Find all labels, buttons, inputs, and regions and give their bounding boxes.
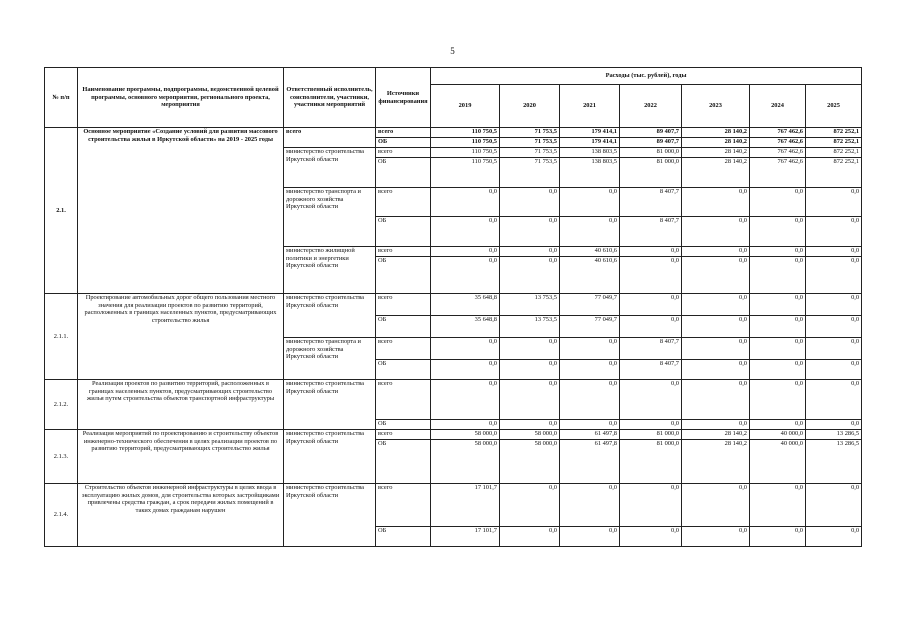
cell-value: 71 753,5 xyxy=(500,138,560,148)
cell-value: 0,0 xyxy=(560,188,620,217)
header-year: 2024 xyxy=(750,85,806,128)
row-resp: всего xyxy=(284,128,376,148)
row-name: Проектирование автомобильных дорог общего пользования местного значения для реализации проектов по развитию территорий, расположенных в границах населенных пунктов, предусматривающих строительство жилья xyxy=(78,294,284,380)
page-number: 5 xyxy=(450,46,455,56)
cell-value: 0,0 xyxy=(431,360,500,380)
cell-value: 767 462,6 xyxy=(750,158,806,188)
cell-value: 0,0 xyxy=(620,257,682,294)
cell-value: 110 750,5 xyxy=(431,158,500,188)
header-year: 2022 xyxy=(620,85,682,128)
row-src: ОБ xyxy=(376,440,431,484)
cell-value: 0,0 xyxy=(620,247,682,257)
table-row xyxy=(45,128,862,138)
cell-value: 0,0 xyxy=(806,316,862,338)
cell-value: 0,0 xyxy=(750,316,806,338)
cell-value: 61 497,8 xyxy=(560,440,620,484)
row-number: 2.1.2. xyxy=(45,380,78,430)
cell-value: 0,0 xyxy=(500,527,560,547)
cell-value: 71 753,5 xyxy=(500,158,560,188)
cell-value: 40 610,6 xyxy=(560,247,620,257)
cell-value: 58 000,0 xyxy=(431,430,500,440)
cell-value: 0,0 xyxy=(560,360,620,380)
cell-value: 0,0 xyxy=(806,247,862,257)
cell-value: 0,0 xyxy=(750,294,806,316)
table-row xyxy=(45,380,862,420)
cell-value: 0,0 xyxy=(682,257,750,294)
cell-value: 0,0 xyxy=(500,257,560,294)
row-src: всего xyxy=(376,188,431,217)
row-resp: министерство строительства Иркутской области xyxy=(284,430,376,484)
cell-value: 17 101,7 xyxy=(431,527,500,547)
cell-value: 0,0 xyxy=(806,338,862,360)
row-src: всего xyxy=(376,128,431,138)
cell-value: 28 140,2 xyxy=(682,158,750,188)
cell-value: 0,0 xyxy=(431,420,500,430)
cell-value: 71 753,5 xyxy=(500,148,560,158)
cell-value: 0,0 xyxy=(500,338,560,360)
table-row xyxy=(45,484,862,527)
cell-value: 0,0 xyxy=(620,420,682,430)
row-number: 2.1.3. xyxy=(45,430,78,484)
row-resp: министерство строительства Иркутской области xyxy=(284,484,376,547)
cell-value: 0,0 xyxy=(560,380,620,420)
cell-value: 179 414,1 xyxy=(560,138,620,148)
header-name: Наименование программы, подпрограммы, ведомственной целевой программы, основного мероприятия, регионального проекта, мероприятия xyxy=(78,68,284,128)
cell-value: 0,0 xyxy=(620,380,682,420)
cell-value: 0,0 xyxy=(682,527,750,547)
cell-value: 77 049,7 xyxy=(560,294,620,316)
cell-value: 13 286,5 xyxy=(806,430,862,440)
cell-value: 0,0 xyxy=(682,188,750,217)
cell-value: 0,0 xyxy=(620,294,682,316)
cell-value: 8 407,7 xyxy=(620,338,682,360)
cell-value: 0,0 xyxy=(431,247,500,257)
row-number: 2.1. xyxy=(45,128,78,294)
cell-value: 89 407,7 xyxy=(620,128,682,138)
cell-value: 0,0 xyxy=(431,188,500,217)
cell-value: 81 000,0 xyxy=(620,158,682,188)
expenses-table xyxy=(44,67,862,547)
cell-value: 0,0 xyxy=(806,217,862,247)
cell-value: 0,0 xyxy=(682,360,750,380)
cell-value: 0,0 xyxy=(682,294,750,316)
row-src: ОБ xyxy=(376,158,431,188)
cell-value: 0,0 xyxy=(431,380,500,420)
cell-value: 40 000,0 xyxy=(750,440,806,484)
cell-value: 110 750,5 xyxy=(431,138,500,148)
cell-value: 0,0 xyxy=(750,338,806,360)
cell-value: 35 648,8 xyxy=(431,294,500,316)
row-name: Основное мероприятие «Создание условий для развития массового строительства жилья в Иркутской области» на 2019 - 2025 годы xyxy=(78,128,284,294)
cell-value: 138 803,5 xyxy=(560,148,620,158)
cell-value: 8 407,7 xyxy=(620,217,682,247)
row-src: ОБ xyxy=(376,257,431,294)
cell-value: 767 462,6 xyxy=(750,128,806,138)
cell-value: 13 753,5 xyxy=(500,294,560,316)
row-resp: министерство жилищной политики и энергетики Иркутской области xyxy=(284,247,376,294)
cell-value: 28 140,2 xyxy=(682,128,750,138)
cell-value: 0,0 xyxy=(500,380,560,420)
row-src: ОБ xyxy=(376,316,431,338)
cell-value: 0,0 xyxy=(806,188,862,217)
cell-value: 0,0 xyxy=(500,360,560,380)
cell-value: 0,0 xyxy=(682,338,750,360)
cell-value: 0,0 xyxy=(750,420,806,430)
cell-value: 58 000,0 xyxy=(431,440,500,484)
cell-value: 0,0 xyxy=(500,188,560,217)
cell-value: 89 407,7 xyxy=(620,138,682,148)
cell-value: 0,0 xyxy=(560,338,620,360)
cell-value: 0,0 xyxy=(806,380,862,420)
header-year: 2019 xyxy=(431,85,500,128)
cell-value: 0,0 xyxy=(806,420,862,430)
cell-value: 0,0 xyxy=(750,217,806,247)
cell-value: 0,0 xyxy=(500,484,560,527)
header-year: 2023 xyxy=(682,85,750,128)
header-num: № п/п xyxy=(45,68,78,128)
cell-value: 28 140,2 xyxy=(682,440,750,484)
row-resp: министерство строительства Иркутской области xyxy=(284,294,376,338)
cell-value: 28 140,2 xyxy=(682,148,750,158)
cell-value: 0,0 xyxy=(806,294,862,316)
cell-value: 0,0 xyxy=(806,257,862,294)
cell-value: 13 753,5 xyxy=(500,316,560,338)
cell-value: 17 101,7 xyxy=(431,484,500,527)
cell-value: 0,0 xyxy=(431,257,500,294)
row-src: ОБ xyxy=(376,360,431,380)
cell-value: 40 610,6 xyxy=(560,257,620,294)
cell-value: 0,0 xyxy=(500,217,560,247)
cell-value: 872 252,1 xyxy=(806,148,862,158)
cell-value: 0,0 xyxy=(682,217,750,247)
table-row xyxy=(45,430,862,440)
cell-value: 0,0 xyxy=(431,338,500,360)
row-resp: министерство транспорта и дорожного хозяйства Иркутской области xyxy=(284,338,376,380)
cell-value: 58 000,0 xyxy=(500,430,560,440)
cell-value: 767 462,6 xyxy=(750,148,806,158)
cell-value: 0,0 xyxy=(682,380,750,420)
row-resp: министерство строительства Иркутской области xyxy=(284,148,376,188)
cell-value: 0,0 xyxy=(620,484,682,527)
row-resp: министерство строительства Иркутской области xyxy=(284,380,376,430)
row-src: всего xyxy=(376,294,431,316)
header-year: 2021 xyxy=(560,85,620,128)
cell-value: 8 407,7 xyxy=(620,188,682,217)
cell-value: 0,0 xyxy=(806,360,862,380)
cell-value: 0,0 xyxy=(620,527,682,547)
cell-value: 0,0 xyxy=(560,484,620,527)
cell-value: 0,0 xyxy=(806,484,862,527)
cell-value: 81 000,0 xyxy=(620,430,682,440)
cell-value: 872 252,1 xyxy=(806,158,862,188)
row-src: всего xyxy=(376,380,431,420)
cell-value: 0,0 xyxy=(500,420,560,430)
row-src: всего xyxy=(376,430,431,440)
cell-value: 0,0 xyxy=(560,420,620,430)
header-year: 2020 xyxy=(500,85,560,128)
row-src: всего xyxy=(376,484,431,527)
cell-value: 0,0 xyxy=(750,484,806,527)
header-expenses: Расходы (тыс. рублей), годы xyxy=(431,68,862,85)
cell-value: 0,0 xyxy=(806,527,862,547)
row-src: всего xyxy=(376,247,431,257)
cell-value: 0,0 xyxy=(682,484,750,527)
header-year: 2025 xyxy=(806,85,862,128)
cell-value: 0,0 xyxy=(750,380,806,420)
row-src: ОБ xyxy=(376,217,431,247)
cell-value: 767 462,6 xyxy=(750,138,806,148)
cell-value: 0,0 xyxy=(560,527,620,547)
cell-value: 0,0 xyxy=(750,257,806,294)
cell-value: 0,0 xyxy=(620,316,682,338)
cell-value: 0,0 xyxy=(431,217,500,247)
cell-value: 872 252,1 xyxy=(806,128,862,138)
cell-value: 28 140,2 xyxy=(682,138,750,148)
cell-value: 35 648,8 xyxy=(431,316,500,338)
cell-value: 13 286,5 xyxy=(806,440,862,484)
cell-value: 110 750,5 xyxy=(431,128,500,138)
row-src: ОБ xyxy=(376,138,431,148)
cell-value: 71 753,5 xyxy=(500,128,560,138)
table-row xyxy=(45,294,862,316)
header-resp: Ответственный исполнитель, соисполнители, участники, участники мероприятий xyxy=(284,68,376,128)
cell-value: 0,0 xyxy=(682,420,750,430)
cell-value: 0,0 xyxy=(682,247,750,257)
cell-value: 81 000,0 xyxy=(620,148,682,158)
cell-value: 28 140,2 xyxy=(682,430,750,440)
row-name: Реализация проектов по развитию территорий, расположенных в границах населенных пунктов, предусматривающих строительство жилья путем строительства объектов транспортной инфраструктуры xyxy=(78,380,284,430)
cell-value: 138 803,5 xyxy=(560,158,620,188)
cell-value: 77 049,7 xyxy=(560,316,620,338)
cell-value: 40 000,0 xyxy=(750,430,806,440)
cell-value: 58 000,0 xyxy=(500,440,560,484)
row-src: всего xyxy=(376,338,431,360)
cell-value: 110 750,5 xyxy=(431,148,500,158)
cell-value: 8 407,7 xyxy=(620,360,682,380)
cell-value: 0,0 xyxy=(750,247,806,257)
cell-value: 0,0 xyxy=(750,360,806,380)
cell-value: 872 252,1 xyxy=(806,138,862,148)
cell-value: 81 000,0 xyxy=(620,440,682,484)
cell-value: 0,0 xyxy=(500,247,560,257)
row-name: Строительство объектов инженерной инфраструктуры в целях ввода в эксплуатацию жилых домов, для строительства которых застройщиками привлечены средства граждан, а срок передачи жилых помещений в таких домах гражданам нарушен xyxy=(78,484,284,547)
row-src: ОБ xyxy=(376,527,431,547)
row-resp: министерство транспорта и дорожного хозяйства Иркутской области xyxy=(284,188,376,247)
cell-value: 179 414,1 xyxy=(560,128,620,138)
row-src: ОБ xyxy=(376,420,431,430)
row-number: 2.1.1. xyxy=(45,294,78,380)
cell-value: 0,0 xyxy=(750,527,806,547)
row-name: Реализация мероприятий по проектированию и строительству объектов инженерно-технического обеспечения в целях реализации проектов по развитию территорий, предусматривающих строительство жилья xyxy=(78,430,284,484)
cell-value: 61 497,8 xyxy=(560,430,620,440)
cell-value: 0,0 xyxy=(560,217,620,247)
row-src: всего xyxy=(376,148,431,158)
cell-value: 0,0 xyxy=(682,316,750,338)
row-number: 2.1.4. xyxy=(45,484,78,547)
cell-value: 0,0 xyxy=(750,188,806,217)
header-src: Источники финансирования xyxy=(376,68,431,128)
